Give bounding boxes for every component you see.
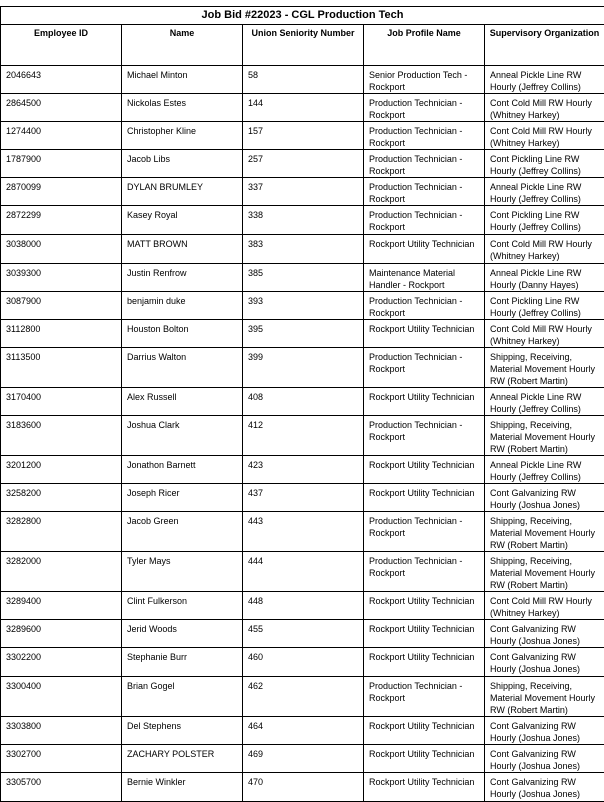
name-cell: ZACHARY POLSTER xyxy=(122,745,243,773)
supervisory-org-cell: Shipping, Receiving, Material Movement Hourly RW (Robert Martin) xyxy=(485,677,604,717)
job-profile-cell: Production Technician - Rockport xyxy=(364,178,485,206)
supervisory-org-cell: Cont Cold Mill RW Hourly (Whitney Harkey) xyxy=(485,592,604,620)
table-row xyxy=(1,552,604,592)
employee-id-cell: 3087900 xyxy=(1,292,122,320)
job-profile-cell: Rockport Utility Technician xyxy=(364,456,485,484)
job-profile-cell: Production Technician - Rockport xyxy=(364,150,485,178)
supervisory-org-cell: Anneal Pickle Line RW Hourly (Jeffrey Collins) xyxy=(485,178,604,206)
supervisory-org-cell: Cont Pickling Line RW Hourly (Jeffrey Collins) xyxy=(485,206,604,235)
table-title: Job Bid #22023 - CGL Production Tech xyxy=(1,7,604,25)
supervisory-org-cell: Cont Galvanizing RW Hourly (Joshua Jones) xyxy=(485,484,604,512)
job-profile-cell: Production Technician - Rockport xyxy=(364,677,485,717)
seniority-cell: 399 xyxy=(243,348,364,388)
job-profile-cell: Rockport Utility Technician xyxy=(364,745,485,773)
name-cell: Stephanie Burr xyxy=(122,648,243,677)
job-profile-cell: Rockport Utility Technician xyxy=(364,773,485,802)
supervisory-org-cell: Anneal Pickle Line RW Hourly (Jeffrey Collins) xyxy=(485,388,604,416)
employee-id-cell: 3183600 xyxy=(1,416,122,456)
supervisory-org-cell: Cont Cold Mill RW Hourly (Whitney Harkey) xyxy=(485,94,604,122)
table-row xyxy=(1,512,604,552)
name-cell: Jerid Woods xyxy=(122,620,243,648)
job-profile-cell: Rockport Utility Technician xyxy=(364,592,485,620)
name-cell: Del Stephens xyxy=(122,717,243,745)
table-row xyxy=(1,388,604,416)
name-cell: Tyler Mays xyxy=(122,552,243,592)
column-header-supervisory-organization: Supervisory Organization xyxy=(485,25,604,66)
name-cell: benjamin duke xyxy=(122,292,243,320)
employee-id-cell: 1274400 xyxy=(1,122,122,150)
job-profile-cell: Production Technician - Rockport xyxy=(364,512,485,552)
employee-id-cell: 2870099 xyxy=(1,178,122,206)
seniority-cell: 423 xyxy=(243,456,364,484)
table-row xyxy=(1,320,604,348)
job-profile-cell: Production Technician - Rockport xyxy=(364,416,485,456)
employee-id-cell: 3038000 xyxy=(1,235,122,264)
table-row xyxy=(1,677,604,717)
job-bid-table xyxy=(0,6,604,802)
employee-id-cell: 3201200 xyxy=(1,456,122,484)
employee-id-cell: 3302700 xyxy=(1,745,122,773)
employee-id-cell: 2872299 xyxy=(1,206,122,235)
employee-id-cell: 3305700 xyxy=(1,773,122,802)
seniority-cell: 144 xyxy=(243,94,364,122)
table-row xyxy=(1,66,604,94)
seniority-cell: 338 xyxy=(243,206,364,235)
column-header-job-profile-name: Job Profile Name xyxy=(364,25,485,66)
supervisory-org-cell: Shipping, Receiving, Material Movement Hourly RW (Robert Martin) xyxy=(485,416,604,456)
employee-id-cell: 3282800 xyxy=(1,512,122,552)
name-cell: Clint Fulkerson xyxy=(122,592,243,620)
employee-id-cell: 3303800 xyxy=(1,717,122,745)
name-cell: Christopher Kline xyxy=(122,122,243,150)
seniority-cell: 58 xyxy=(243,66,364,94)
table-row xyxy=(1,150,604,178)
table-row xyxy=(1,416,604,456)
employee-id-cell: 3113500 xyxy=(1,348,122,388)
table-row xyxy=(1,348,604,388)
table-row xyxy=(1,592,604,620)
name-cell: Jonathon Barnett xyxy=(122,456,243,484)
job-profile-cell: Rockport Utility Technician xyxy=(364,620,485,648)
job-profile-cell: Rockport Utility Technician xyxy=(364,717,485,745)
employee-id-cell: 3039300 xyxy=(1,264,122,292)
name-cell: Darrius Walton xyxy=(122,348,243,388)
job-profile-cell: Production Technician - Rockport xyxy=(364,348,485,388)
seniority-cell: 412 xyxy=(243,416,364,456)
seniority-cell: 462 xyxy=(243,677,364,717)
name-cell: MATT BROWN xyxy=(122,235,243,264)
employee-id-cell: 3302200 xyxy=(1,648,122,677)
job-profile-cell: Production Technician - Rockport xyxy=(364,94,485,122)
employee-id-cell: 3258200 xyxy=(1,484,122,512)
job-profile-cell: Production Technician - Rockport xyxy=(364,292,485,320)
table-row xyxy=(1,178,604,206)
name-cell: Houston Bolton xyxy=(122,320,243,348)
job-profile-cell: Rockport Utility Technician xyxy=(364,388,485,416)
employee-id-cell: 3282000 xyxy=(1,552,122,592)
name-cell: DYLAN BRUMLEY xyxy=(122,178,243,206)
supervisory-org-cell: Anneal Pickle Line RW Hourly (Danny Hayes) xyxy=(485,264,604,292)
job-profile-cell: Production Technician - Rockport xyxy=(364,552,485,592)
column-header-name: Name xyxy=(122,25,243,66)
name-cell: Jacob Green xyxy=(122,512,243,552)
seniority-cell: 395 xyxy=(243,320,364,348)
employee-id-cell: 2864500 xyxy=(1,94,122,122)
name-cell: Brian Gogel xyxy=(122,677,243,717)
employee-id-cell: 3170400 xyxy=(1,388,122,416)
name-cell: Joseph Ricer xyxy=(122,484,243,512)
column-header-union-seniority-number: Union Seniority Number xyxy=(243,25,364,66)
table-row xyxy=(1,745,604,773)
supervisory-org-cell: Cont Cold Mill RW Hourly (Whitney Harkey) xyxy=(485,235,604,264)
table-row xyxy=(1,235,604,264)
table-body xyxy=(1,66,604,802)
job-profile-cell: Rockport Utility Technician xyxy=(364,320,485,348)
seniority-cell: 393 xyxy=(243,292,364,320)
employee-id-cell: 1787900 xyxy=(1,150,122,178)
seniority-cell: 455 xyxy=(243,620,364,648)
table-row xyxy=(1,620,604,648)
job-profile-cell: Production Technician - Rockport xyxy=(364,122,485,150)
job-profile-cell: Maintenance Material Handler - Rockport xyxy=(364,264,485,292)
employee-id-cell: 3289400 xyxy=(1,592,122,620)
job-profile-cell: Rockport Utility Technician xyxy=(364,648,485,677)
supervisory-org-cell: Cont Galvanizing RW Hourly (Joshua Jones) xyxy=(485,620,604,648)
seniority-cell: 443 xyxy=(243,512,364,552)
supervisory-org-cell: Shipping, Receiving, Material Movement Hourly RW (Robert Martin) xyxy=(485,512,604,552)
seniority-cell: 470 xyxy=(243,773,364,802)
name-cell: Joshua Clark xyxy=(122,416,243,456)
table-row xyxy=(1,292,604,320)
table-row xyxy=(1,648,604,677)
seniority-cell: 437 xyxy=(243,484,364,512)
column-header-employee-id: Employee ID xyxy=(1,25,122,66)
table-row xyxy=(1,94,604,122)
table-row xyxy=(1,484,604,512)
supervisory-org-cell: Cont Cold Mill RW Hourly (Whitney Harkey) xyxy=(485,122,604,150)
name-cell: Jacob Libs xyxy=(122,150,243,178)
supervisory-org-cell: Cont Galvanizing RW Hourly (Joshua Jones) xyxy=(485,773,604,802)
seniority-cell: 444 xyxy=(243,552,364,592)
job-profile-cell: Senior Production Tech - Rockport xyxy=(364,66,485,94)
job-profile-cell: Rockport Utility Technician xyxy=(364,235,485,264)
supervisory-org-cell: Cont Pickling Line RW Hourly (Jeffrey Collins) xyxy=(485,292,604,320)
supervisory-org-cell: Shipping, Receiving, Material Movement Hourly RW (Robert Martin) xyxy=(485,348,604,388)
name-cell: Alex Russell xyxy=(122,388,243,416)
seniority-cell: 469 xyxy=(243,745,364,773)
seniority-cell: 464 xyxy=(243,717,364,745)
seniority-cell: 383 xyxy=(243,235,364,264)
seniority-cell: 257 xyxy=(243,150,364,178)
seniority-cell: 448 xyxy=(243,592,364,620)
supervisory-org-cell: Cont Galvanizing RW Hourly (Joshua Jones) xyxy=(485,717,604,745)
table-row xyxy=(1,717,604,745)
supervisory-org-cell: Cont Cold Mill RW Hourly (Whitney Harkey) xyxy=(485,320,604,348)
seniority-cell: 408 xyxy=(243,388,364,416)
job-profile-cell: Production Technician - Rockport xyxy=(364,206,485,235)
supervisory-org-cell: Cont Galvanizing RW Hourly (Joshua Jones) xyxy=(485,745,604,773)
name-cell: Nickolas Estes xyxy=(122,94,243,122)
seniority-cell: 385 xyxy=(243,264,364,292)
name-cell: Michael Minton xyxy=(122,66,243,94)
supervisory-org-cell: Anneal Pickle Line RW Hourly (Jeffrey Collins) xyxy=(485,66,604,94)
name-cell: Justin Renfrow xyxy=(122,264,243,292)
table-row xyxy=(1,773,604,802)
employee-id-cell: 3112800 xyxy=(1,320,122,348)
name-cell: Bernie Winkler xyxy=(122,773,243,802)
table-row xyxy=(1,206,604,235)
supervisory-org-cell: Shipping, Receiving, Material Movement Hourly RW (Robert Martin) xyxy=(485,552,604,592)
table-row xyxy=(1,264,604,292)
employee-id-cell: 3289600 xyxy=(1,620,122,648)
seniority-cell: 157 xyxy=(243,122,364,150)
supervisory-org-cell: Cont Pickling Line RW Hourly (Jeffrey Collins) xyxy=(485,150,604,178)
employee-id-cell: 3300400 xyxy=(1,677,122,717)
supervisory-org-cell: Anneal Pickle Line RW Hourly (Jeffrey Collins) xyxy=(485,456,604,484)
supervisory-org-cell: Cont Galvanizing RW Hourly (Joshua Jones) xyxy=(485,648,604,677)
table-row xyxy=(1,122,604,150)
job-profile-cell: Rockport Utility Technician xyxy=(364,484,485,512)
name-cell: Kasey Royal xyxy=(122,206,243,235)
employee-id-cell: 2046643 xyxy=(1,66,122,94)
seniority-cell: 460 xyxy=(243,648,364,677)
table-row xyxy=(1,456,604,484)
seniority-cell: 337 xyxy=(243,178,364,206)
